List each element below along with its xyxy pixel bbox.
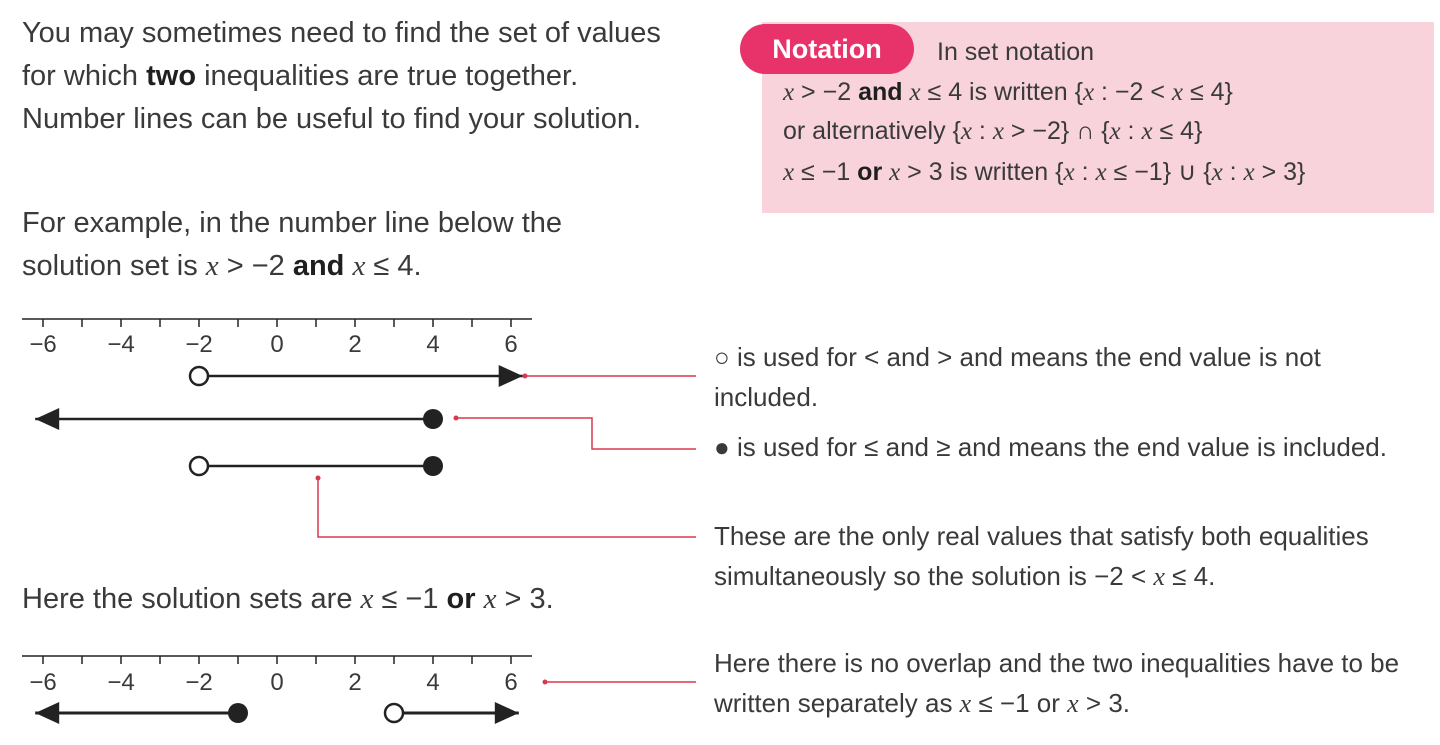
tick-label: 6 [504,669,518,696]
notation-text: : [1074,158,1096,186]
leader-dot [543,680,548,685]
math-var: x [205,250,219,282]
open-endpoint [190,367,208,385]
math-var: x [1153,562,1165,591]
example-text: For example, in the number line below the solution set is [22,207,563,282]
tick-label: −2 [185,331,213,358]
tick-label: −4 [107,669,135,696]
here-bold-or: or [446,583,476,615]
tick-label: 4 [426,331,440,358]
math-var: x [783,79,795,106]
tick-label: −6 [29,331,57,358]
open-endpoint [190,457,208,475]
math-var: x [1067,689,1079,718]
arrow-head [35,408,59,430]
here-text: Here the solution sets are [22,583,361,615]
notation-text: ≤ 4} [1183,78,1233,106]
open-circle-icon: ○ [714,342,730,372]
leader-line-overlap [318,478,696,537]
callout-text: is used for ≤ and ≥ and means the end value is included. [729,432,1387,462]
math-var: x [483,583,497,615]
math-var: x [1243,159,1255,186]
notation-text: : [1222,158,1244,186]
math-var: x [352,250,366,282]
tick-label: 4 [426,669,440,696]
open-endpoint [385,704,403,722]
intro-bold-two: two [146,60,197,92]
math-var: x [360,583,374,615]
notation-text: ≤ 4 is written { [920,78,1083,106]
here-text: ≤ −1 [373,583,447,615]
notation-badge: Notation [740,24,914,74]
tick-label: 0 [270,669,284,696]
closed-endpoint [228,703,248,723]
math-var: x [889,159,901,186]
math-var: x [1211,159,1223,186]
example-text: ≤ 4. [365,250,422,282]
math-var: x [1082,79,1095,106]
math-var: x [959,689,972,718]
leader-dot [523,374,528,379]
leader-line-closed [456,418,696,449]
arrow-head [495,702,519,724]
tick-label: −6 [29,669,57,696]
tick-label: −4 [107,331,135,358]
callout-text: ≤ 4. [1164,561,1216,591]
arrow-head [35,702,59,724]
notation-bold-and: and [858,78,903,106]
intro-text-1: You may sometimes need to find the set of values for which [22,17,661,92]
leader-dot [316,476,321,481]
math-var: x [1109,118,1121,145]
tick-label: 2 [348,331,362,358]
leader-dot [454,416,459,421]
math-var: x [1141,118,1153,145]
math-var: x [960,118,972,145]
arrow-head [499,365,523,387]
closed-endpoint [423,456,443,476]
example-text: > −2 [218,250,293,282]
notation-text: or alternatively { [783,117,961,145]
notation-text: : [971,117,993,145]
tick-label: 6 [504,331,518,358]
callout-text: These are the only real values that satisfy both equalities simultaneously so the solution is −2 < [714,521,1369,591]
notation-text: > −2 [794,78,859,106]
callout-text: ≤ −1 or [971,688,1068,718]
closed-endpoint [423,409,443,429]
math-var: x [1063,159,1075,186]
notation-text: ≤ −1 [794,158,858,186]
notation-text: ≤ 4} [1152,117,1203,145]
math-var: x [1171,79,1184,106]
callout-text: Here there is no overlap and the two inequalities have to be written separately as [714,648,1400,718]
callout-text: > 3. [1078,688,1131,718]
notation-text: : [1120,117,1142,145]
notation-text: > −2} ∩ { [1003,117,1110,145]
math-var: x [1095,159,1107,186]
here-text: > 3. [496,583,554,615]
notation-text: > 3 is written { [900,158,1064,186]
math-var: x [992,118,1004,145]
tick-label: 2 [348,669,362,696]
notation-bold-or: or [857,158,883,186]
notation-text: : −2 < [1094,78,1172,106]
math-var: x [909,79,921,106]
notation-text: ≤ −1} ∪ { [1106,158,1212,186]
tick-label: −2 [185,669,213,696]
math-var: x [783,159,795,186]
closed-circle-icon: ● [714,432,730,462]
notation-heading: In set notation [937,38,1095,66]
callout-text: is used for < and > and means the end value is not included. [714,342,1321,412]
intro-text-2: inequalities are true together. Number lines can be useful to find your solution. [22,60,642,135]
notation-text: > 3} [1254,158,1306,186]
example-bold-and: and [292,250,345,282]
tick-label: 0 [270,331,284,358]
